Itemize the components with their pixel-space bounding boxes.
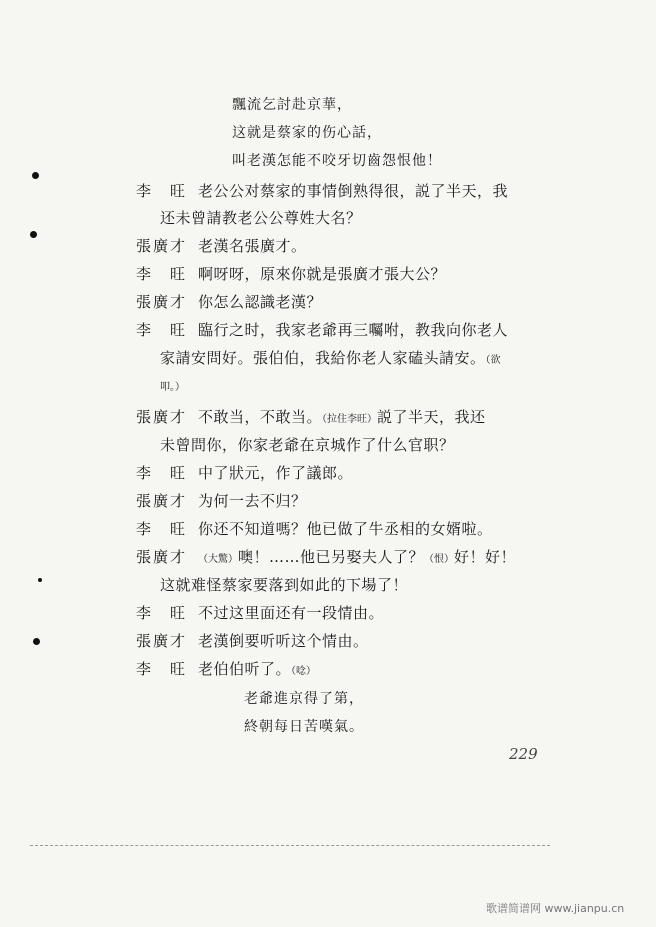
dialogue-line — [136, 602, 384, 623]
binding-hole-mark — [30, 231, 37, 238]
stage-direction: （大驚） — [198, 554, 238, 565]
page-number: 229 — [509, 745, 538, 763]
watermark: 歌谱简谱网 www.jianpu.cn — [486, 902, 625, 915]
speaker-name: 李 旺 — [136, 265, 188, 283]
line-text: 你怎么認識老漢？ — [198, 293, 323, 311]
speaker-name: 李 旺 — [136, 321, 188, 339]
stage-direction: （恨） — [424, 554, 455, 565]
dialogue-line — [136, 263, 446, 284]
stage-direction: 叩。） — [160, 382, 185, 393]
line-text: 老伯伯听了。 — [198, 660, 292, 678]
dialogue-continuation — [160, 347, 501, 368]
speaker-name: 張廣才 — [136, 408, 188, 426]
line-text: 噢！……他已另娶夫人了？ — [238, 548, 425, 566]
dialogue-line — [136, 546, 516, 567]
dialogue-line — [136, 490, 307, 511]
speaker-name: 張廣才 — [136, 548, 188, 566]
dialogue-line — [136, 291, 322, 312]
verse-line: 叫老漢怎能不咬牙切齒怨恨他！ — [232, 153, 442, 169]
dialogue-line — [136, 658, 316, 679]
speaker-name: 張廣才 — [136, 492, 188, 510]
line-text: 老公公对蔡家的事情倒熟得很，説了半天，我 — [198, 182, 509, 200]
speaker-name: 張廣才 — [136, 237, 188, 255]
speaker-name: 李 旺 — [136, 660, 188, 678]
speaker-name: 李 旺 — [136, 182, 188, 200]
line-text: 家請安問好。張伯伯，我給你老人家磕头請安。 — [160, 349, 486, 367]
dialogue-continuation: 还未曾請教老公公尊姓大名？ — [160, 209, 362, 227]
speaker-name: 李 旺 — [136, 604, 188, 622]
verse-line: 老爺進京得了第， — [244, 691, 364, 707]
dialogue-line — [136, 180, 508, 201]
verse-line: 終朝每日苦嘆氣。 — [244, 719, 364, 735]
binding-hole-mark — [33, 638, 40, 645]
line-text: 为何一去不归？ — [198, 492, 307, 510]
dialogue-line — [136, 406, 486, 427]
stage-direction: （拉住李旺） — [322, 414, 378, 425]
dialogue-continuation: 未曾問你，你家老爺在京城作了什么官职？ — [160, 436, 455, 454]
line-text: 老漢倒要听听这个情由。 — [198, 632, 369, 650]
line-text: 不过这里面还有一段情由。 — [198, 604, 385, 622]
dialogue-line — [136, 319, 508, 340]
dialogue-line — [136, 462, 353, 483]
stage-direction: （欲 — [485, 355, 501, 366]
line-text: 説了半天，我还 — [377, 408, 486, 426]
dialogue-line — [136, 235, 307, 256]
line-text: 臨行之时，我家老爺再三囑咐，教我向你老人 — [198, 321, 509, 339]
scan-edge-line — [30, 845, 550, 846]
line-text: 好！好！ — [454, 548, 517, 566]
line-text: 老漢名張廣才。 — [198, 237, 307, 255]
speaker-name: 張廣才 — [136, 293, 188, 311]
line-text: 你还不知道嗎？他已做了牛丞相的女婿啦。 — [198, 520, 493, 538]
binding-hole-mark — [38, 578, 42, 582]
dialogue-line — [136, 630, 369, 651]
speaker-name: 李 旺 — [136, 520, 188, 538]
dialogue-line — [136, 518, 493, 539]
speaker-name: 張廣才 — [136, 632, 188, 650]
verse-line: 这就是蔡家的伤心話， — [232, 125, 382, 141]
dialogue-continuation: 这就难怪蔡家要落到如此的下場了！ — [160, 576, 409, 594]
line-text: 啊呀呀，原來你就是張廣才張大公？ — [198, 265, 447, 283]
speaker-name: 李 旺 — [136, 464, 188, 482]
binding-hole-mark — [32, 172, 39, 179]
verse-line: 飄流乞討赴京華， — [232, 97, 352, 113]
line-text: 中了狀元，作了議郎。 — [198, 464, 354, 482]
stage-direction: （唸） — [291, 666, 317, 677]
line-text: 不敢当，不敢当。 — [198, 408, 323, 426]
